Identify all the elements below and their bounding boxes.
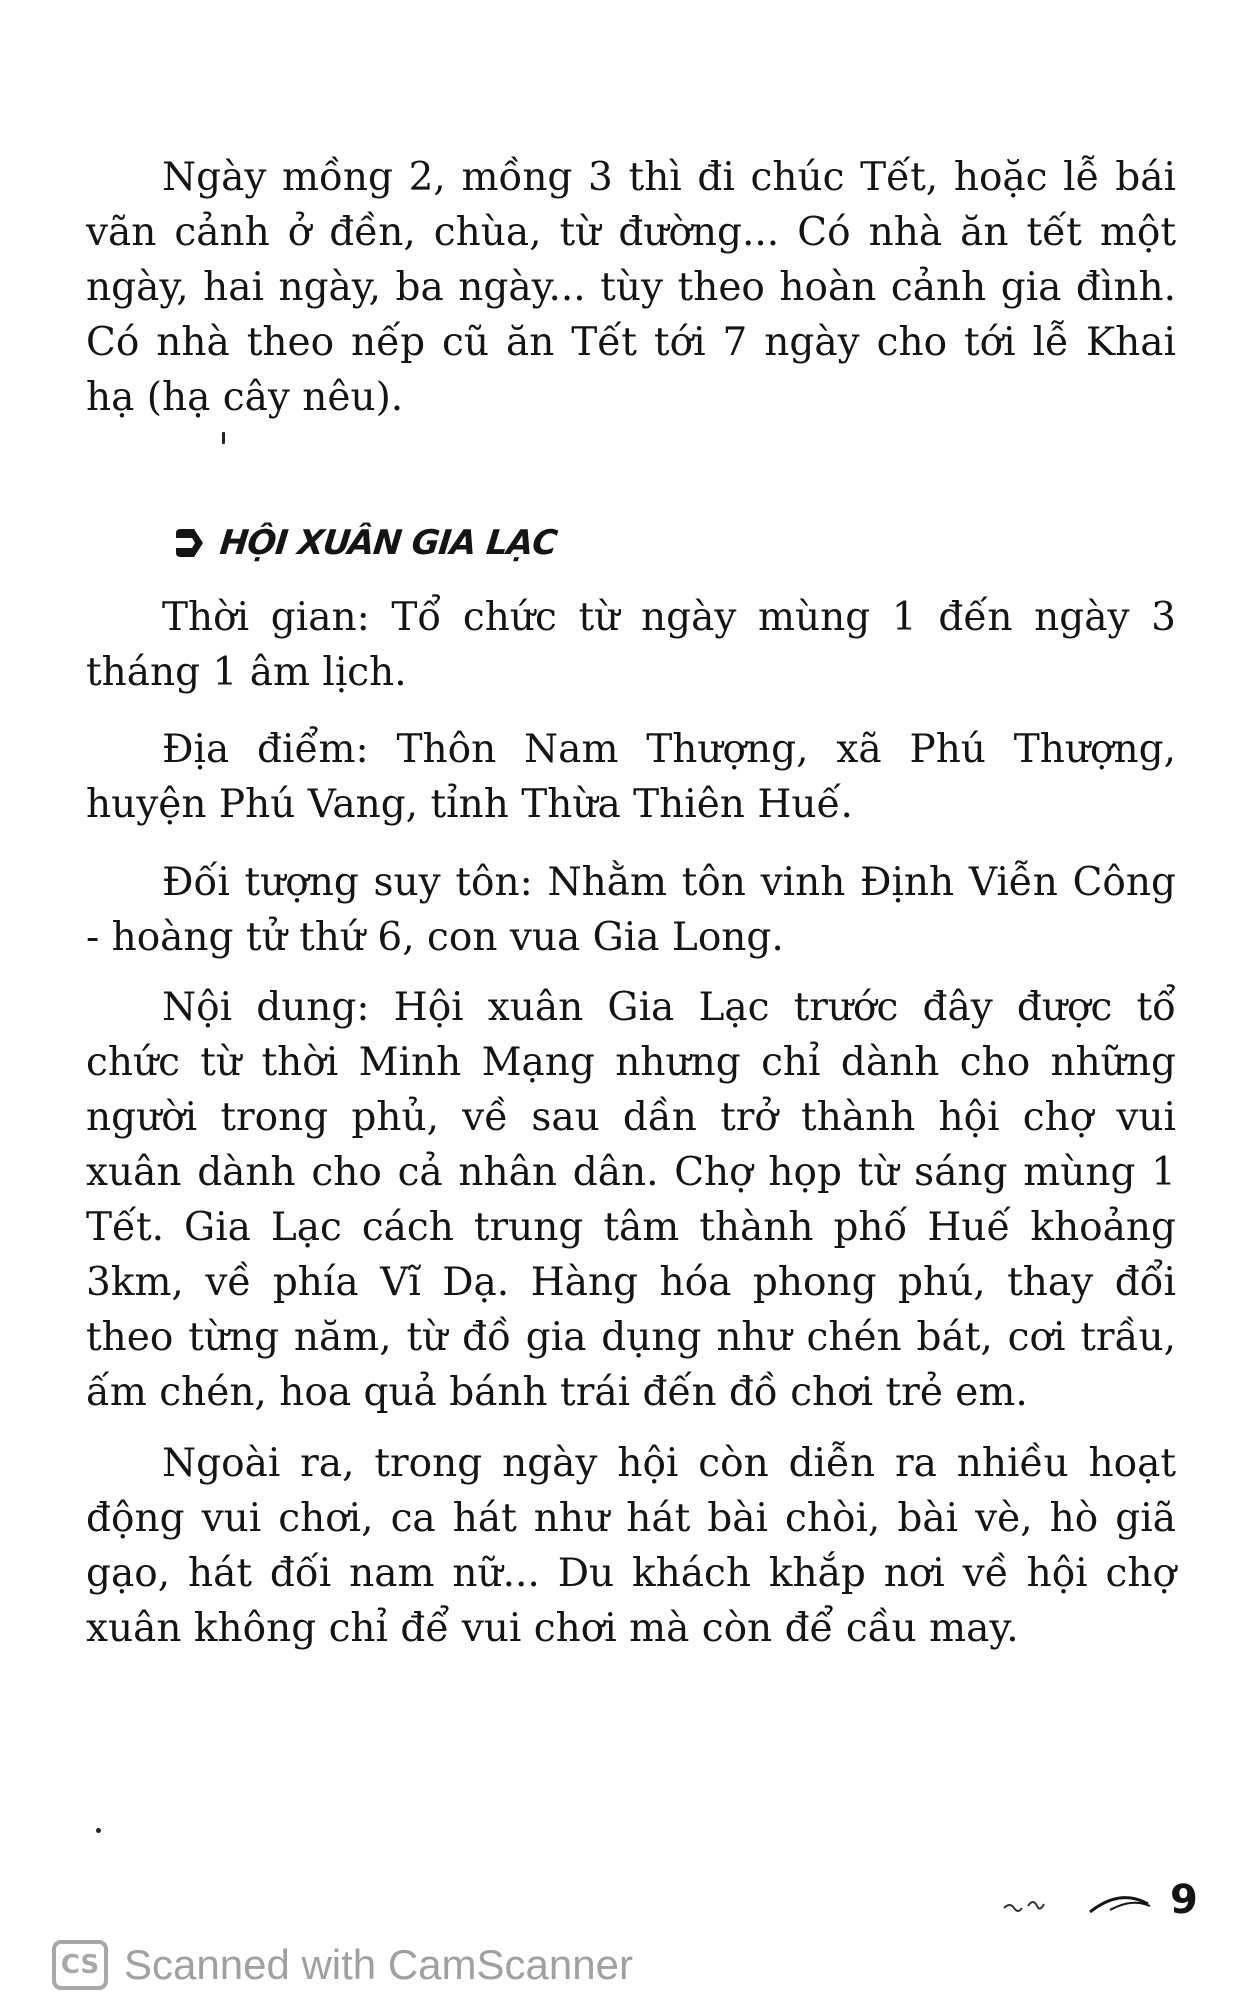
page-number: 9 xyxy=(1170,1877,1198,1923)
scan-speck xyxy=(96,1828,101,1833)
paragraph-honoree: Đối tượng suy tôn: Nhằm tôn vinh Định Viễn Công - hoàng tử thứ 6, con vua Gia Long. xyxy=(86,860,1176,960)
section-heading xyxy=(172,520,559,566)
paragraph-location: Địa điểm: Thôn Nam Thượng, xã Phú Thượng, huyện Phú Vang, tỉnh Thừa Thiên Huế. xyxy=(86,727,1176,827)
section-heading-text: HỘI XUÂN GIA LẠC xyxy=(217,523,559,563)
swoosh-ornament-icon xyxy=(1000,1884,1160,1924)
paragraph-activities: Ngoài ra, trong ngày hội còn diễn ra nhiều hoạt động vui chơi, ca hát như hát bài chòi, bài vè, hò giã gạo, hát đối nam nữ... Du khách khắp nơi về hội chợ xuân không chỉ để vui chơi mà còn để cầu may. xyxy=(86,1441,1176,1651)
camscanner-watermark xyxy=(52,1940,633,1990)
camscanner-logo-icon: CS xyxy=(52,1940,108,1990)
paragraph-time: Thời gian: Tổ chức từ ngày mùng 1 đến ngày 3 tháng 1 âm lịch. xyxy=(86,595,1176,695)
scan-speck xyxy=(222,432,225,444)
arrow-bullet-icon xyxy=(172,526,206,560)
paragraph-tet-visits: Ngày mồng 2, mồng 3 thì đi chúc Tết, hoặc lễ bái vãn cảnh ở đền, chùa, từ đường... Có nhà ăn tết một ngày, hai ngày, ba ngày... tùy theo hoàn cảnh gia đình. Có nhà theo nếp cũ ăn Tết tới 7 ngày cho tới lễ Khai hạ (hạ cây nêu). xyxy=(86,155,1176,420)
watermark-text: Scanned with CamScanner xyxy=(124,1941,633,1988)
paragraph-content: Nội dung: Hội xuân Gia Lạc trước đây được tổ chức từ thời Minh Mạng nhưng chỉ dành cho những người trong phủ, về sau dần trở thành hội chợ vui xuân dành cho cả nhân dân. Chợ họp từ sáng mùng 1 Tết. Gia Lạc cách trung tâm thành phố Huế khoảng 3km, về phía Vĩ Dạ. Hàng hóa phong phú, thay đổi theo từng năm, từ đồ gia dụng như chén bát, cơi trầu, ấm chén, hoa quả bánh trái đến đồ chơi trẻ em. xyxy=(86,985,1176,1415)
